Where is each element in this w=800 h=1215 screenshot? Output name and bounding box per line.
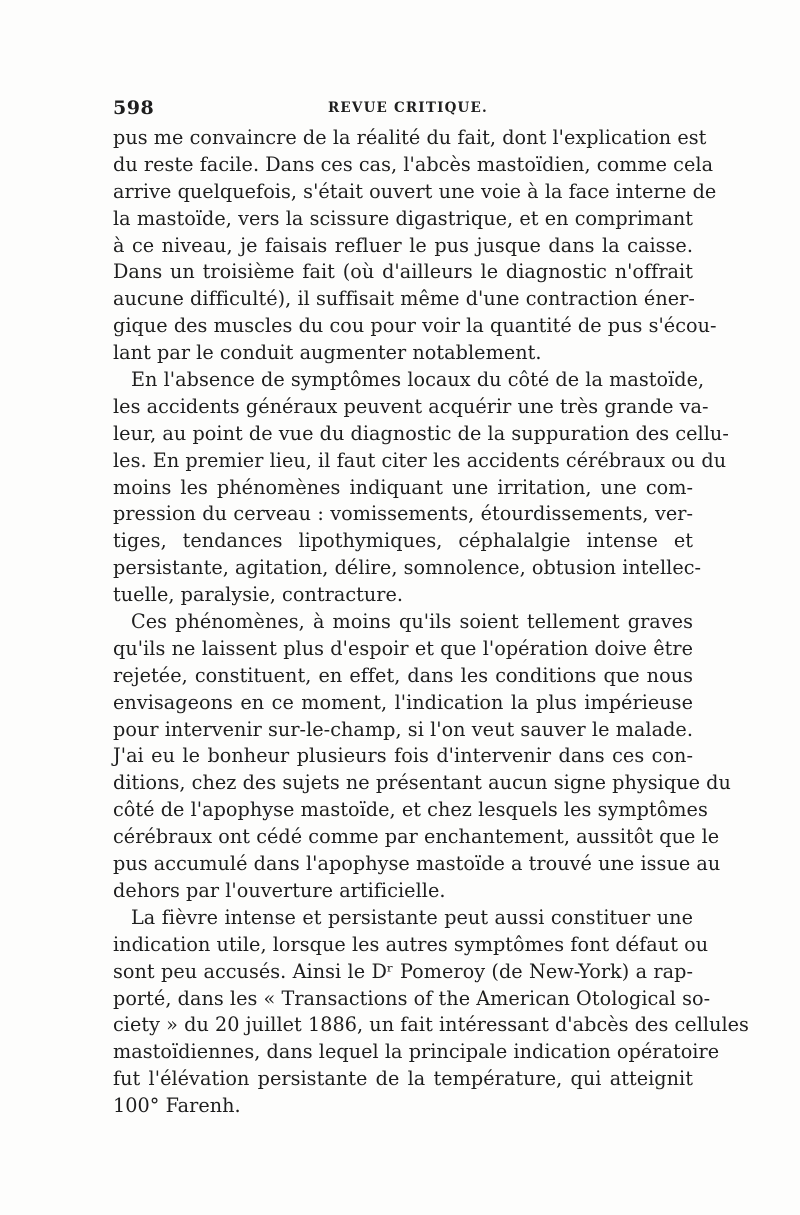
text-line: 100° Farenh.: [113, 1094, 241, 1118]
text-line: leur, au point de vue du diagnostic de la suppuration des cellu-: [113, 421, 729, 445]
text-line: ditions, chez des sujets ne présentant aucun signe physique du: [113, 771, 731, 795]
text-line: La fièvre intense et persistante peut aussi constituer une: [131, 905, 693, 929]
page-header: [113, 97, 693, 123]
text-line: En l'absence de symptômes locaux du côté de la mastoïde,: [131, 368, 705, 392]
text-line: sont peu accusés. Ainsi le Dʳ Pomeroy (de New-York) a rap-: [113, 959, 693, 983]
text-line: pus accumulé dans l'apophyse mastoïde a trouvé une issue au: [113, 852, 721, 876]
text-line: tuelle, paralysie, contracture.: [113, 583, 404, 607]
text-line: côté de l'apophyse mastoïde, et chez lesquels les symptômes: [113, 798, 708, 822]
text-line: persistante, agitation, délire, somnolence, obtusion intellec-: [113, 556, 702, 580]
text-line: Dans un troisième fait (où d'ailleurs le diagnostic n'offrait: [113, 260, 693, 284]
text-line: rejetée, constituent, en effet, dans les conditions que nous: [113, 663, 693, 687]
text-line: ciety » du 20 juillet 1886, un fait intéressant d'abcès des cellules: [113, 1013, 749, 1037]
running-title: REVUE CRITIQUE.: [328, 100, 488, 116]
text-line: pour intervenir sur-le-champ, si l'on veut sauver le malade.: [113, 717, 693, 741]
paragraph-3: [113, 609, 731, 905]
text-line: gique des muscles du cou pour voir la quantité de pus s'écou-: [113, 314, 717, 338]
text-line: J'ai eu le bonheur plusieurs fois d'intervenir dans ces con-: [113, 744, 693, 768]
text-line: moins les phénomènes indiquant une irritation, une com-: [113, 475, 693, 499]
text-line: arrive quelquefois, s'était ouvert une voie à la face interne de: [113, 179, 717, 203]
paragraph-4: [113, 905, 749, 1120]
text-line: fut l'élévation persistante de la température, qui atteignit: [113, 1067, 693, 1091]
text-line: aucune difficulté), il suffisait même d'une contraction éner-: [113, 287, 695, 311]
text-line: du reste facile. Dans ces cas, l'abcès mastoïdien, comme cela: [113, 152, 714, 176]
text-line: pression du cerveau : vomissements, étourdissements, ver-: [113, 502, 693, 526]
page-number: 598: [113, 97, 155, 119]
text-line: tiges, tendances lipothymiques, céphalalgie intense et: [113, 529, 693, 553]
text-line: qu'ils ne laissent plus d'espoir et que l'opération doive être: [113, 636, 693, 660]
text-line: lant par le conduit augmenter notablement.: [113, 341, 542, 365]
body-text: [113, 125, 749, 1120]
text-line: envisageons en ce moment, l'indication la plus impérieuse: [113, 690, 693, 714]
text-line: les accidents généraux peuvent acquérir une très grande va-: [113, 394, 709, 418]
text-line: mastoïdiennes, dans lequel la principale indication opératoire: [113, 1040, 720, 1064]
text-line: les. En premier lieu, il faut citer les accidents cérébraux ou du: [113, 448, 727, 472]
paragraph-1: [113, 125, 717, 367]
text-line: cérébraux ont cédé comme par enchantement, aussitôt que le: [113, 825, 720, 849]
text-line: dehors par l'ouverture artificielle.: [113, 878, 446, 902]
text-line: la mastoïde, vers la scissure digastrique, et en comprimant: [113, 206, 693, 230]
paragraph-2: [113, 367, 729, 609]
text-line: Ces phénomènes, à moins qu'ils soient tellement graves: [131, 610, 693, 634]
text-line: porté, dans les « Transactions of the American Otological so-: [113, 986, 711, 1010]
text-line: à ce niveau, je faisais refluer le pus jusque dans la caisse.: [113, 233, 693, 257]
text-line: pus me convaincre de la réalité du fait, dont l'explication est: [113, 126, 707, 149]
text-line: indication utile, lorsque les autres symptômes font défaut ou: [113, 932, 709, 956]
